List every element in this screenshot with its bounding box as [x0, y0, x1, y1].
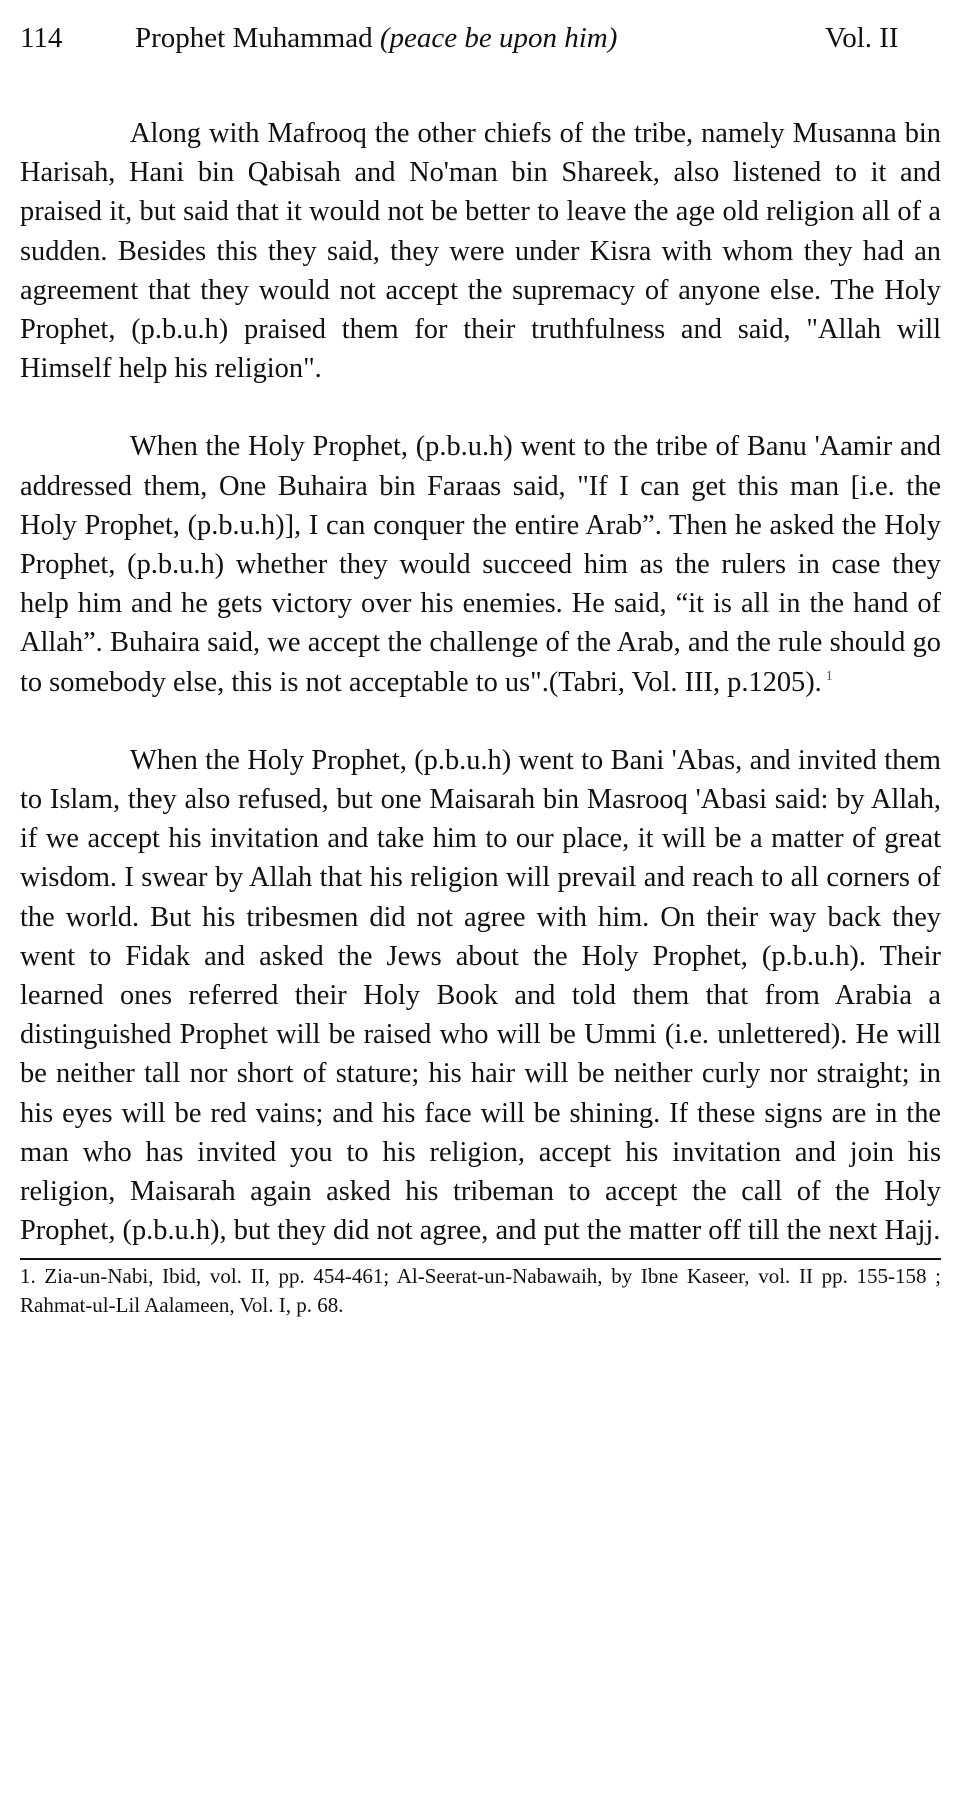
- paragraph-3: When the Holy Prophet, (p.b.u.h) went to Bani 'Abas, and invited them to Islam, they also refused, but one Maisarah bin Masrooq 'Abasi said: by Allah, if we accept his invitation and take him to our place, it will be a matter of great wisdom. I swear by Allah that his religion will prevail and reach to all corners of the world. But his tribesmen did not agree with him. On their way back they went to Fidak and asked the Jews about the Holy Prophet, (p.b.u.h). Their learned ones referred their Holy Book and told them that from Arabia a distinguished Prophet will be raised who will be Ummi (i.e. unlettered). He will be neither tall nor short of stature; his hair will be neither curly nor straight; in his eyes will be red vains; and his face will be shining. If these signs are in the man who has invited you to his religion, accept his invitation and join his religion, Maisarah again asked his tribeman to accept the call of the Holy Prophet, (p.b.u.h), but they did not agree, and put the matter off till the next Hajj.: [20, 744, 941, 1247]
- book-page: [20, 18, 941, 1320]
- paragraph-1: Along with Mafrooq the other chiefs of the tribe, namely Musanna bin Harisah, Hani bin Qabisah and No'man bin Shareek, also listened to it and praised it, but said that it would not be better to leave the age old religion all of a sudden. Besides this they said, they were under Kisra with whom they had an agreement that they would not accept the supremacy of anyone else. The Holy Prophet, (p.b.u.h) praised them for their truthfulness and said, "Allah will Himself help his religion".: [20, 118, 941, 385]
- footnote-marker[interactable]: 1: [825, 669, 833, 685]
- running-header: [20, 18, 941, 58]
- volume-label: Vol. II: [825, 22, 899, 54]
- running-title: [135, 18, 825, 58]
- title-main: Prophet Muhammad: [135, 22, 373, 54]
- footnote: 1. Zia-un-Nabi, Ibid, vol. II, pp. 454-461; Al-Seerat-un-Nabawaih, by Ibne Kaseer, vol. II pp. 155-158 ; Rahmat-ul-Lil Aalameen, Vol. I, p. 68.: [20, 1264, 941, 1318]
- title-honorific: (peace be upon him): [379, 22, 618, 54]
- paragraph-2-text: When the Holy Prophet, (p.b.u.h) went to the tribe of Banu 'Aamir and addressed them, One Buhaira bin Faraas said, "If I can get this man [i.e. the Holy Prophet, (p.b.u.h)], I can conquer the entire Arab”. Then he asked the Holy Prophet, (p.b.u.h) whether they would succeed him as the rulers in case they help him and he gets victory over his enemies. He said, “it is all in the hand of Allah”. Buhaira said, we accept the challenge of the Arab, and the rule should go to somebody else, this is not acceptable to us".(Tabri, Vol. III, p.1205).: [20, 431, 941, 698]
- paragraph-2: [20, 427, 941, 701]
- page-number: 114: [20, 22, 63, 54]
- body-text: [20, 114, 941, 1250]
- footnote-divider: [20, 1258, 941, 1260]
